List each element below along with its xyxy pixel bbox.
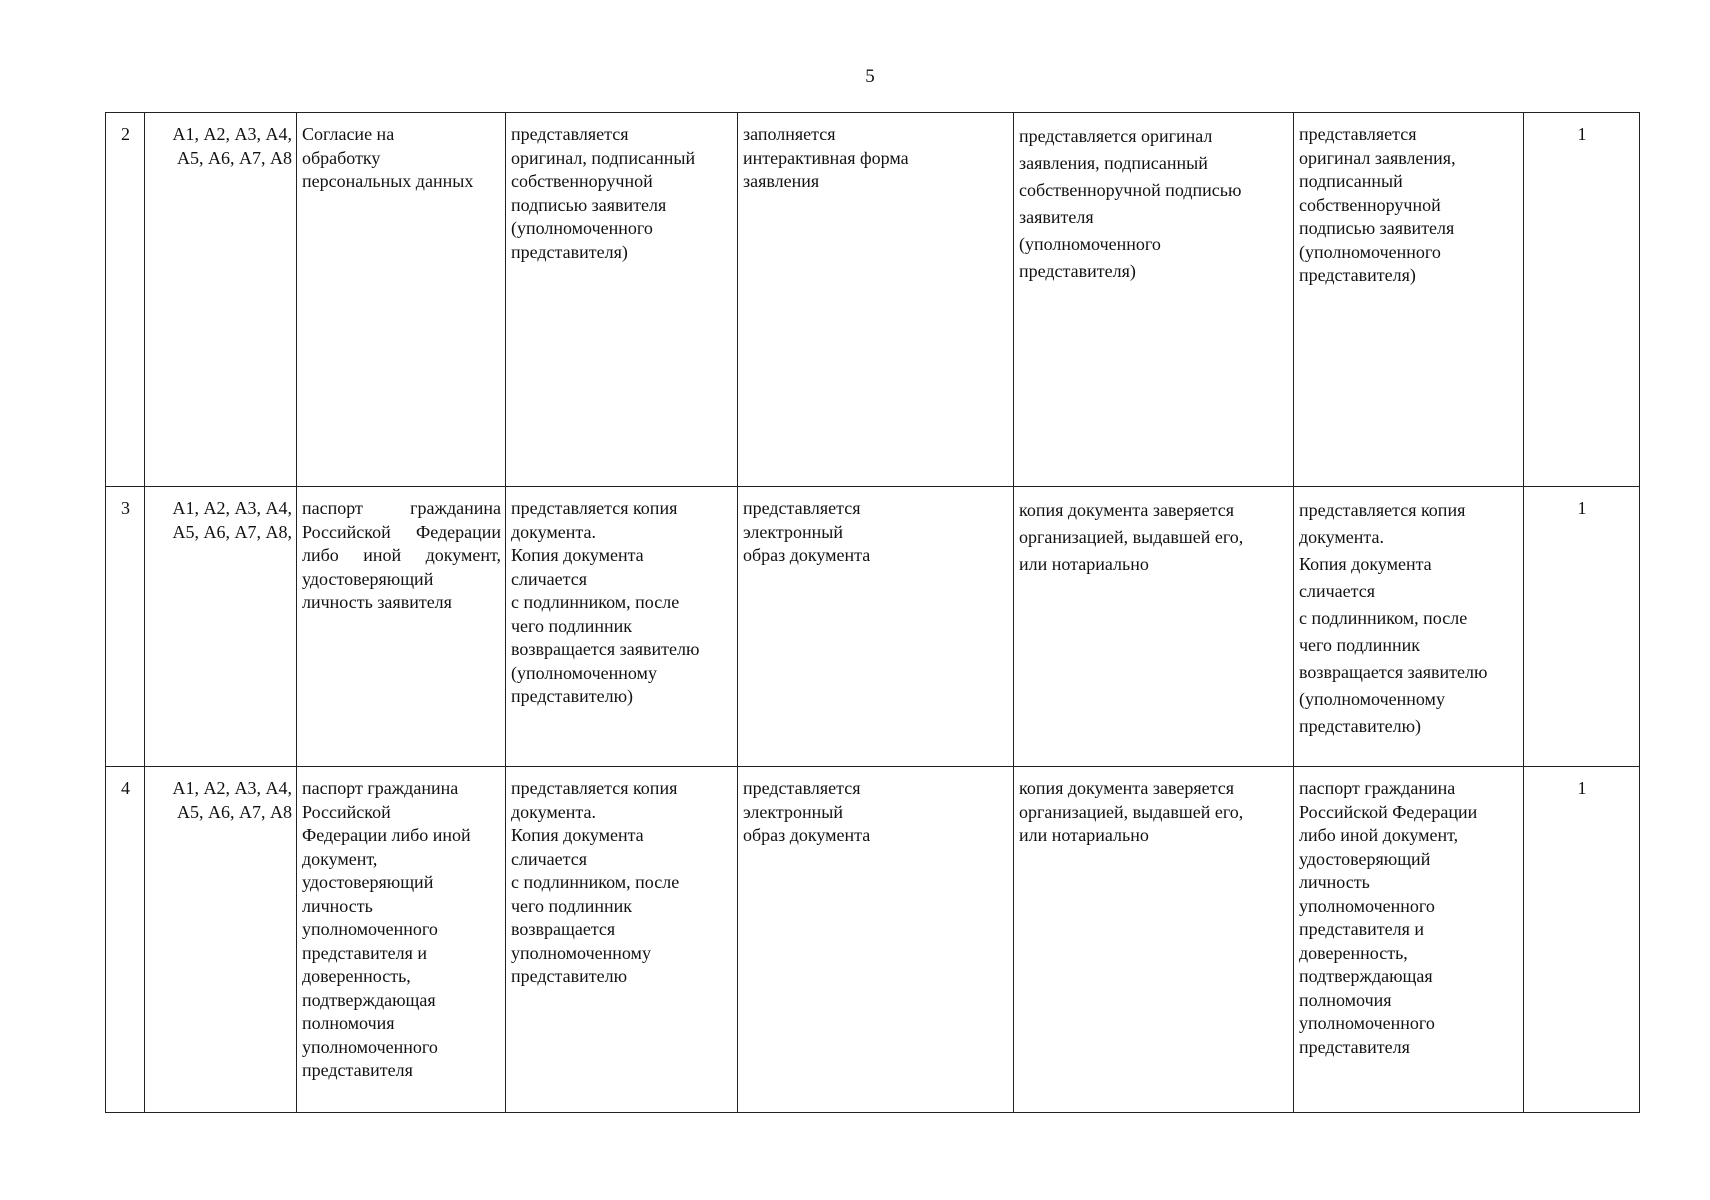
epgu-submission-text: представляется электронный образ документа: [743, 778, 871, 845]
epgu-submission-cell: [738, 113, 1014, 487]
row-number: 4: [121, 778, 130, 798]
epgu-submission-text: представляется электронный образ документа: [743, 498, 871, 565]
table-row: [106, 113, 1640, 487]
table-row: [106, 487, 1640, 767]
document-name-cell: [297, 113, 506, 487]
applicant-codes: А1, А2, А3, А4, А5, А6, А7, А8,: [172, 498, 292, 542]
document-name: паспорт гражданина Российской Федерации либо иной документ, удостоверяющий личность заявителя: [302, 498, 501, 612]
mail-submission-cell: [1014, 487, 1294, 767]
row-number-cell: [106, 767, 145, 1113]
mfc-submission-text: представляется копия документа. Копия документа сличается с подлинником, после чего подлинник возвращается заявителю (уполномоченному представителю): [1299, 500, 1488, 736]
applicant-codes-cell: [145, 113, 297, 487]
document-count-cell: [1524, 113, 1640, 487]
personal-submission-cell: [506, 487, 738, 767]
mfc-submission-cell: [1294, 767, 1524, 1113]
epgu-submission-cell: [738, 487, 1014, 767]
mail-submission-text: копия документа заверяется организацией, выдавшей его, или нотариально: [1019, 500, 1244, 574]
row-number: 3: [121, 498, 130, 518]
epgu-submission-text: заполняется интерактивная форма заявления: [743, 124, 909, 191]
mfc-submission-cell: [1294, 487, 1524, 767]
document-count: 1: [1577, 498, 1587, 518]
mfc-submission-text: представляется оригинал заявления, подписанный собственноручной подписью заявителя (уполномоченного представителя): [1299, 124, 1456, 285]
mfc-submission-cell: [1294, 113, 1524, 487]
epgu-submission-cell: [738, 767, 1014, 1113]
personal-submission-text: представляется оригинал, подписанный собственноручной подписью заявителя (уполномоченного представителя): [511, 124, 696, 262]
table-row: [106, 767, 1640, 1113]
document-count-cell: [1524, 767, 1640, 1113]
mail-submission-cell: [1014, 767, 1294, 1113]
personal-submission-cell: [506, 767, 738, 1113]
document-name-cell: [297, 767, 506, 1113]
mail-submission-cell: [1014, 113, 1294, 487]
mfc-submission-text: паспорт гражданина Российской Федерации либо иной документ, удостоверяющий личность уполномоченного представителя и доверенность, подтверждающая полномочия уполномоченного представителя: [1299, 778, 1478, 1057]
document-name-cell: [297, 487, 506, 767]
document-name: паспорт гражданина Российской Федерации либо иной документ, удостоверяющий личность уполномоченного представителя и доверенность, подтверждающая полномочия уполномоченного представителя: [302, 778, 471, 1080]
document-count: 1: [1577, 124, 1587, 144]
document-count-cell: [1524, 487, 1640, 767]
documents-table: [105, 112, 1640, 1113]
row-number: 2: [121, 124, 130, 144]
applicant-codes: А1, А2, А3, А4, А5, А6, А7, А8: [172, 778, 292, 822]
row-number-cell: [106, 113, 145, 487]
document-name: Согласие на обработку персональных данных: [302, 124, 474, 191]
applicant-codes-cell: [145, 487, 297, 767]
personal-submission-text: представляется копия документа. Копия документа сличается с подлинником, после чего подлинник возвращается уполномоченному представителю: [511, 778, 680, 986]
document-count: 1: [1577, 778, 1587, 798]
applicant-codes-cell: [145, 767, 297, 1113]
row-number-cell: [106, 487, 145, 767]
page-number: 5: [865, 66, 875, 87]
personal-submission-cell: [506, 113, 738, 487]
mail-submission-text: представляется оригинал заявления, подписанный собственноручной подписью заявителя (уполномоченного представителя): [1019, 126, 1242, 281]
mail-submission-text: копия документа заверяется организацией, выдавшей его, или нотариально: [1019, 778, 1244, 845]
personal-submission-text: представляется копия документа. Копия документа сличается с подлинником, после чего подлинник возвращается заявителю (уполномоченному представителю): [511, 498, 700, 706]
applicant-codes: А1, А2, А3, А4, А5, А6, А7, А8: [172, 124, 292, 168]
